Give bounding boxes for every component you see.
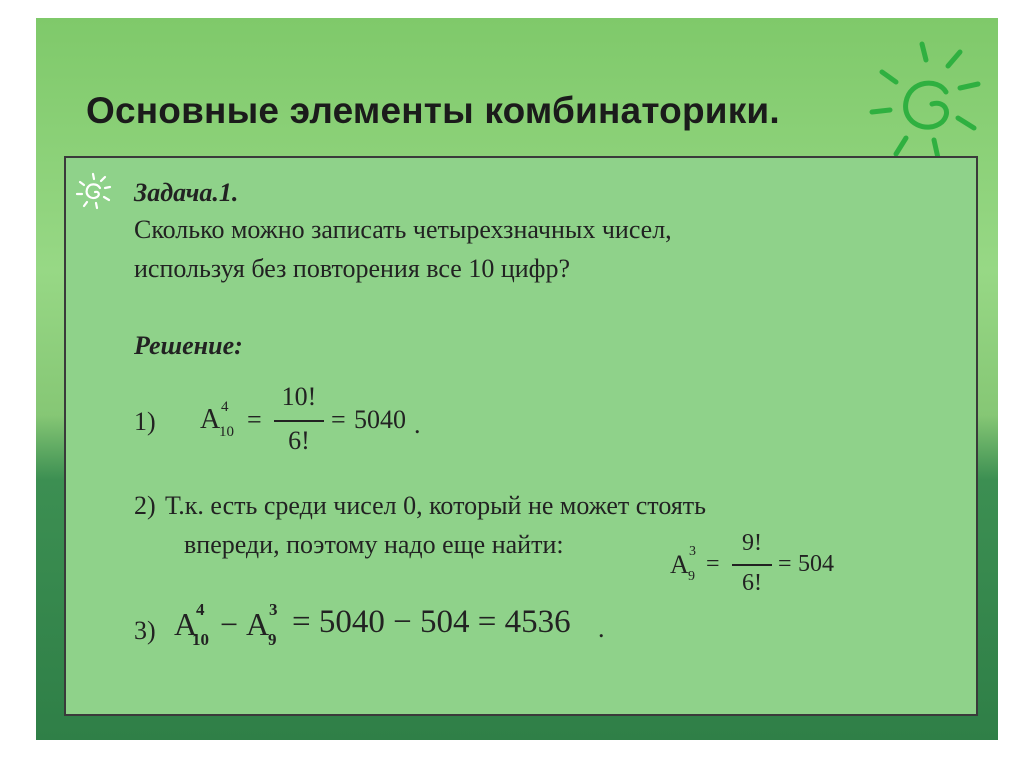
step2-result: 504 <box>798 551 834 577</box>
step3-minus: − <box>220 606 239 642</box>
slide <box>36 18 998 740</box>
problem-line-1: Сколько можно записать четырехзначных чисел, <box>134 215 672 244</box>
step2-eq: = <box>706 551 720 577</box>
step1-eq2: = <box>331 405 346 434</box>
step1-numerator: 10! <box>281 382 317 411</box>
step3-symbol-1: A <box>174 606 198 642</box>
step1-eq: = <box>247 405 262 434</box>
step3-expression: = 5040 − 504 = 4536 <box>292 604 571 640</box>
step1-label: 1) <box>134 407 156 436</box>
sun-swirl-icon <box>72 170 116 214</box>
step2-sup: 3 <box>689 544 696 559</box>
step3-sub-1: 10 <box>192 630 209 649</box>
step2-label: 2) <box>134 491 156 520</box>
step2-sub: 9 <box>688 569 695 584</box>
step3-sup-1: 4 <box>196 600 205 619</box>
step3-end: . <box>598 614 605 643</box>
step2-denominator: 6! <box>742 570 762 596</box>
content-box <box>64 156 978 716</box>
step1-fraction-bar <box>274 420 324 422</box>
step2-numerator: 9! <box>742 530 762 556</box>
step2-line-1: Т.к. есть среди чисел 0, который не может стоять <box>165 491 706 520</box>
step2-symbol: A <box>670 550 689 579</box>
step3-sup-2: 3 <box>269 600 278 619</box>
step3-symbol-2: A <box>246 606 270 642</box>
step3-sub-2: 9 <box>268 630 277 649</box>
step2-line-2: впереди, поэтому надо еще найти: <box>184 530 564 559</box>
step1-result: 5040 <box>354 405 406 434</box>
step3-label: 3) <box>134 616 156 645</box>
slide-title: Основные элементы комбинаторики. <box>86 90 780 131</box>
step1-symbol: A <box>200 404 221 435</box>
step1-end: . <box>414 410 421 439</box>
problem-heading: Задача.1. <box>134 178 239 207</box>
problem-line-2: используя без повторения все 10 цифр? <box>134 254 571 283</box>
step1-denominator: 6! <box>288 426 310 455</box>
step2-fraction-bar <box>732 564 772 566</box>
step2-eq2: = <box>778 551 792 577</box>
solution-heading: Решение: <box>134 331 243 360</box>
step1-sub: 10 <box>219 424 234 440</box>
step1-sup: 4 <box>221 399 229 415</box>
